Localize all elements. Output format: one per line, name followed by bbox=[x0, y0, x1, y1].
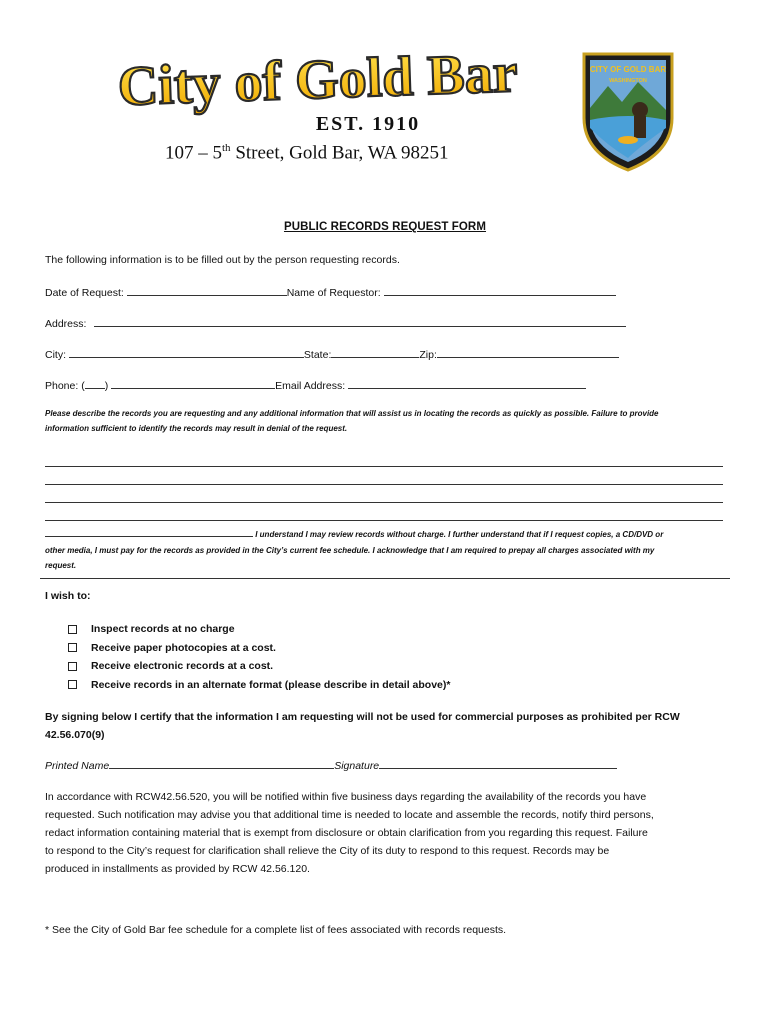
city-address: 107 – 5th Street, Gold Bar, WA 98251 bbox=[165, 142, 449, 164]
description-line[interactable] bbox=[45, 520, 723, 521]
request-options bbox=[68, 620, 450, 694]
describe-instructions-2: information sufficient to identify the records may result in denial of the request. bbox=[45, 424, 348, 433]
letterhead bbox=[0, 0, 770, 200]
checkbox[interactable] bbox=[68, 680, 77, 689]
state-field[interactable] bbox=[331, 347, 419, 358]
signature-row bbox=[45, 758, 617, 772]
fee-footnote: * See the City of Gold Bar fee schedule for a complete list of fees associated with records requests. bbox=[45, 924, 507, 936]
seal-title: CITY OF GOLD BAR bbox=[589, 65, 667, 74]
certify-statement: By signing below I certify that the information I am requesting will not be used for commercial purposes as prohibited per RCW 42.56.070(9) bbox=[45, 711, 680, 741]
understand-line-2: other media, I must pay for the records as provided in the City’s current fee schedule. I acknowledge that I am required to prepay all charges associated with my bbox=[45, 546, 655, 555]
section-divider bbox=[40, 578, 730, 579]
phone-area-field[interactable] bbox=[85, 378, 105, 389]
form-intro: The following information is to be filled out by the person requesting records. bbox=[45, 254, 400, 266]
option-electronic[interactable]: Receive electronic records at a cost. bbox=[68, 657, 450, 676]
address-label: Address: bbox=[45, 318, 87, 330]
printed-name-field[interactable] bbox=[109, 758, 334, 769]
zip-label: Zip: bbox=[419, 349, 437, 361]
wish-label: I wish to: bbox=[45, 590, 91, 602]
checkbox[interactable] bbox=[68, 643, 77, 652]
zip-field[interactable] bbox=[437, 347, 619, 358]
notice-paragraph: In accordance with RCW42.56.520, you will be notified within five business days regarding the availability of the records you have requested. Such notification may advise you that additional time is needed to locate and assemble the records, notify third persons, redact information containing material that is exempt from disclosure or obtain clarification from you regarding this request. Failure to respond to the City’s request for clarification shall relieve the City of its duty to respond to this request. Records may be produced in installments as provided by RCW 42.56.120. bbox=[45, 791, 654, 875]
option-inspect[interactable]: Inspect records at no charge bbox=[68, 620, 450, 639]
understand-line-1: I understand I may review records without charge. I further understand that if I request copies, a CD/DVD or bbox=[45, 527, 663, 542]
phone-field[interactable] bbox=[111, 378, 275, 389]
city-logo bbox=[88, 40, 548, 140]
signature-field[interactable] bbox=[379, 758, 617, 769]
checkbox[interactable] bbox=[68, 662, 77, 671]
signature-label: Signature bbox=[334, 760, 380, 772]
city-label: City: bbox=[45, 349, 69, 361]
name-field[interactable] bbox=[384, 285, 616, 296]
seal-state: WASHINGTON bbox=[609, 78, 647, 84]
est-text: EST. 1910 bbox=[315, 113, 421, 135]
date-label: Date of Request: bbox=[45, 287, 127, 299]
email-label: Email Address: bbox=[275, 380, 349, 392]
phone-label: Phone: ( bbox=[45, 380, 85, 392]
description-line[interactable] bbox=[45, 484, 723, 485]
logo-text: City of Gold Bar bbox=[116, 42, 519, 118]
email-field[interactable] bbox=[348, 378, 586, 389]
describe-instructions-1: Please describe the records you are requesting and any additional information that will assist us in locating the records as quickly as possible. Failure to provide bbox=[45, 409, 659, 418]
city-state-zip-row bbox=[45, 347, 619, 361]
checkbox[interactable] bbox=[68, 625, 77, 634]
address-row bbox=[45, 316, 626, 330]
phone-email-row: Phone: ( ) Email Address: bbox=[45, 378, 586, 392]
city-field[interactable] bbox=[69, 347, 304, 358]
understand-line-3: request. bbox=[45, 561, 77, 570]
description-line[interactable] bbox=[45, 466, 723, 467]
printed-name-label: Printed Name bbox=[45, 760, 110, 772]
form-title: PUBLIC RECORDS REQUEST FORM bbox=[283, 221, 487, 233]
address-field[interactable] bbox=[94, 316, 626, 327]
date-field[interactable] bbox=[127, 285, 287, 296]
state-label: State: bbox=[303, 349, 332, 361]
option-photocopies[interactable]: Receive paper photocopies at a cost. bbox=[68, 639, 450, 658]
date-name-row bbox=[45, 285, 616, 299]
name-label: Name of Requestor: bbox=[286, 287, 384, 299]
city-seal bbox=[578, 48, 678, 174]
description-line[interactable] bbox=[45, 502, 723, 503]
description-line[interactable] bbox=[45, 528, 253, 537]
option-alternate[interactable]: Receive records in an alternate format (please describe in detail above)* bbox=[68, 676, 450, 695]
